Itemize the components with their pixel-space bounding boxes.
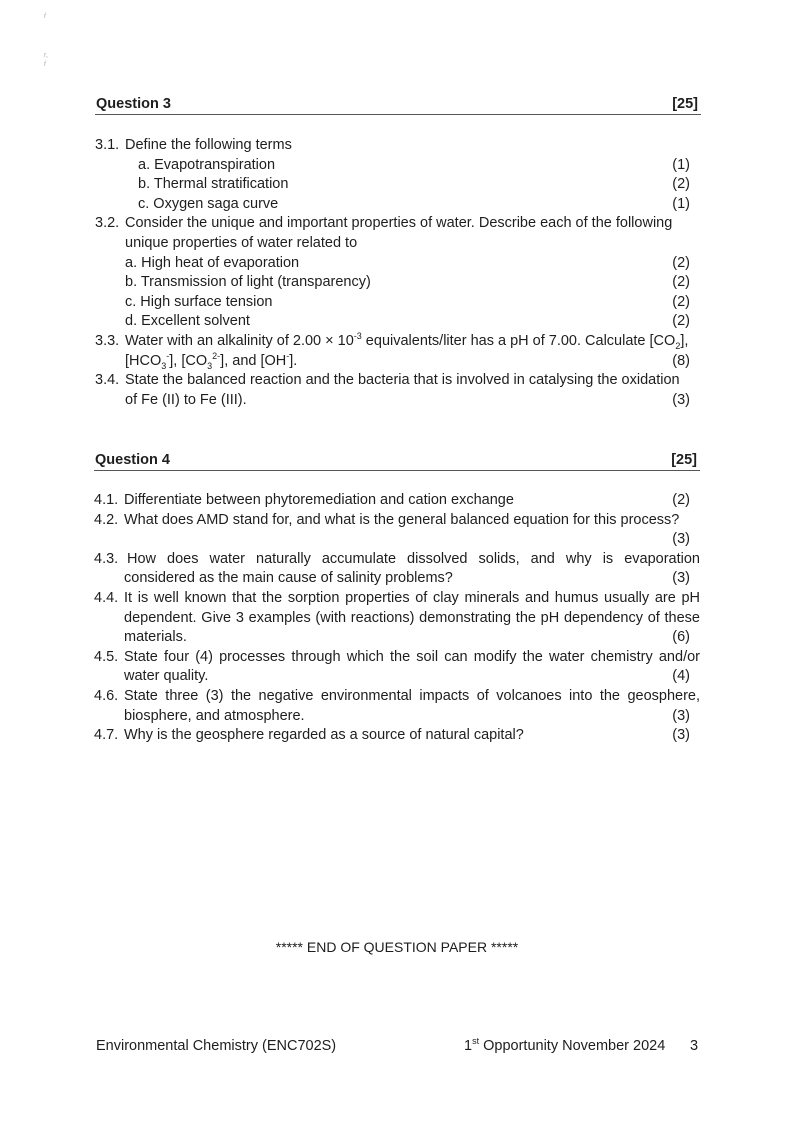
marks: (1) (672, 195, 690, 212)
item-text-continued (124, 569, 690, 589)
sub-item-label: d. Excellent solvent (125, 313, 250, 330)
item-text: It is well known that the sorption properties of clay minerals and humus usually are pH (124, 590, 700, 606)
marks: (3) (672, 727, 690, 744)
item-text: dependent. Give 3 examples (with reactions) demonstrating the pH dependency of these (124, 609, 700, 626)
marks: (2) (672, 274, 690, 291)
item-text: Define the following terms (125, 137, 292, 153)
item-text: How does water naturally accumulate dissolved solids, and why is evaporation (127, 550, 700, 567)
item-number: 4.7. (94, 727, 119, 744)
item-text-continued (125, 391, 690, 411)
marks: (4) (672, 668, 690, 685)
question-total: [25] (671, 452, 697, 468)
sub-item (138, 195, 690, 215)
sub-item-label: c. High surface tension (125, 293, 273, 310)
sub-item (138, 175, 690, 195)
sub-item (125, 254, 690, 274)
item-text-continued (124, 609, 700, 629)
item-number: 4.6. (94, 688, 119, 704)
item-text: Consider the unique and important properties of water. Describe each of the following (125, 215, 673, 232)
speck: ŕ (44, 61, 47, 68)
marks: (2) (672, 176, 690, 193)
item-number: 3.1. (95, 137, 120, 153)
marks: (3) (672, 570, 690, 587)
item-text: Differentiate between phytoremediation and cation exchange (124, 492, 514, 508)
marks: (6) (672, 629, 690, 646)
sub-item-label: a. Evapotranspiration (138, 156, 276, 173)
scan-specks (44, 12, 48, 69)
question-title: Question 4 (95, 452, 170, 468)
sub-item (138, 156, 690, 176)
marks: (3) (672, 707, 690, 724)
item-text: unique properties of water related to (125, 235, 358, 251)
marks: (2) (672, 254, 690, 271)
item-number: 3.4. (95, 372, 120, 389)
item-text: Why is the geosphere regarded as a source of natural capital? (124, 727, 524, 744)
item-number: 4.1. (94, 492, 119, 508)
question-3-header (95, 94, 701, 115)
marks: (3) (672, 531, 690, 548)
question-total: [25] (672, 96, 698, 112)
marks: (2) (672, 492, 690, 508)
item-text: of Fe (II) to Fe (III). (125, 391, 247, 408)
speck: ŕ (44, 13, 47, 20)
sub-item-label: a. High heat of evaporation (125, 254, 300, 271)
question-4-header (94, 450, 700, 471)
item-text: $[HCO_3^-]$, $[CO_3^{2-}]$, and [OH-]. (125, 350, 298, 371)
marks: (8) (672, 352, 690, 369)
marks: (2) (672, 293, 690, 310)
marks: (1) (672, 156, 690, 173)
item-number: 4.3. (94, 550, 119, 567)
sub-item (125, 293, 690, 313)
item-text: Water with an alkalinity of $2.00 \times 10^{-3}$ equivalents/liter has a pH of 7.00. Calculate $[CO_2]$, (125, 331, 689, 351)
item-text: water quality. (124, 668, 209, 685)
footer-opportunity: 1st Opportunity November 2024 (464, 1036, 666, 1054)
item-number: 4.4. (94, 590, 119, 606)
item-text: considered as the main cause of salinity problems? (124, 570, 453, 587)
item-number: 3.3. (95, 333, 120, 349)
sub-item (125, 312, 690, 332)
item-text: materials. (124, 629, 187, 646)
end-of-paper: ***** END OF QUESTION PAPER ***** (275, 939, 519, 955)
sub-item-label: b. Thermal stratification (138, 176, 289, 193)
marks: (2) (672, 313, 690, 330)
item-text: State the balanced reaction and the bacteria that is involved in catalysing the oxidation (125, 372, 680, 389)
item-number: 3.2. (95, 215, 120, 232)
item-number: 4.2. (94, 511, 119, 528)
item-text: State three (3) the negative environmental impacts of volcanoes into the geosphere, (124, 688, 700, 704)
item-text-continued (125, 352, 690, 372)
item-text-continued (124, 628, 690, 648)
item-number: 4.5. (94, 648, 119, 665)
sub-item (125, 273, 690, 293)
sub-item-label: b. Transmission of light (transparency) (125, 274, 371, 291)
question-title: Question 3 (96, 96, 171, 112)
marks: (3) (672, 391, 690, 408)
item-text-continued (125, 234, 677, 254)
item-text: State four (4) processes through which the soil can modify the water chemistry and/or (124, 648, 700, 665)
item-text: What does AMD stand for, and what is the general balanced equation for this process? (124, 511, 680, 528)
page-number: 3 (690, 1038, 699, 1054)
item-text: biosphere, and atmosphere. (124, 707, 305, 724)
item-text-continued (124, 667, 690, 687)
item-text-continued (124, 707, 690, 727)
speck: r, (44, 52, 48, 59)
sub-item-label: c. Oxygen saga curve (138, 195, 279, 212)
footer-course: Environmental Chemistry (ENC702S) (96, 1038, 337, 1054)
